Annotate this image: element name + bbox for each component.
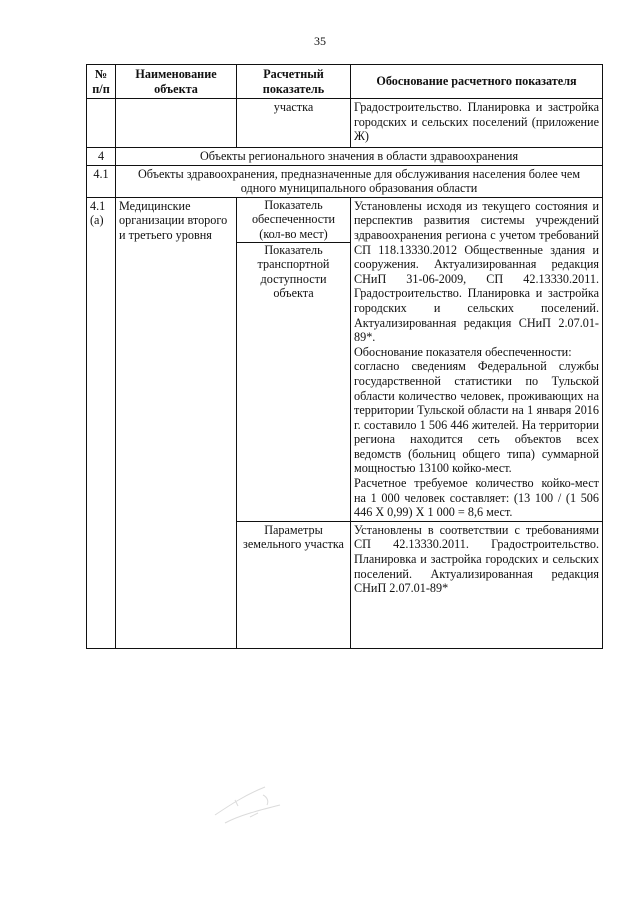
subsection-title: Объекты здравоохранения, предназначенные для обслуживания населения более чем одного муниципального образования области xyxy=(116,165,603,197)
basis-paragraph: Расчетное требуемое количество койко-мест на 1 000 человек составляет: (13 100 / (1 506 446 X 0,99) X 1 000 = 8,6 мест. xyxy=(354,476,599,520)
subsection-row xyxy=(87,165,603,197)
basis-paragraph: согласно сведениям Федеральной службы государственной статистики по Тульской области количество человек, проживающих на территории Тульской области на 1 января 2016 г. составило 1 506 446 жителей. На территории региона находится сеть объектов всех ведомств (больниц общего типа) суммарной мощностью 13100 койко-мест. xyxy=(354,359,599,476)
continued-num xyxy=(87,99,116,148)
item-indicators-cell xyxy=(237,197,351,521)
indicator-transport: Показатель транспортной доступности объекта xyxy=(237,242,350,301)
continued-basis: Градостроительство. Планировка и застройка городских и сельских поселений (приложение Ж) xyxy=(351,99,603,148)
continued-row xyxy=(87,99,603,148)
header-num: № п/п xyxy=(87,65,116,99)
header-indicator: Расчетный показатель xyxy=(237,65,351,99)
section-row xyxy=(87,148,603,166)
item-object-name: Медицинские организации второго и третьего уровня xyxy=(116,197,237,648)
land-basis: Установлены в соответствии с требованиями СП 42.13330.2011. Градостроительство. Планировка и застройка городских и сельских поселений. Актуализированная редакция СНиП 2.07.01-89* xyxy=(351,521,603,648)
item-basis-cell xyxy=(351,197,603,521)
section-num: 4 xyxy=(87,148,116,166)
continued-name xyxy=(116,99,237,148)
basis-paragraph: Установлены исходя из текущего состояния и перспектив развития системы учреждений здравоохранения региона с учетом требований СП 118.13330.2012 Общественные здания и сооружения. Актуализированная редакция СНиП 31-06-2009, СП 42.13330.2011. Градостроительство. Планировка и застройка городских и сельских поселений. Актуализированная редакция СНиП 2.07.01-89*. xyxy=(354,198,599,345)
header-basis: Обоснование расчетного показателя xyxy=(351,65,603,99)
table-header-row xyxy=(87,65,603,99)
regulations-table xyxy=(86,64,603,649)
continued-indicator: участка xyxy=(237,99,351,148)
item-num: 4.1 (а) xyxy=(87,197,116,648)
indicator-capacity: Показатель обеспеченности (кол-во мест) xyxy=(251,197,336,241)
land-indicator: Параметры земельного участка xyxy=(237,521,351,648)
subsection-num: 4.1 xyxy=(87,165,116,197)
item-row-main xyxy=(87,197,603,521)
page-number: 35 xyxy=(314,34,326,48)
section-title: Объекты регионального значения в области здравоохранения xyxy=(116,148,603,166)
basis-paragraph: Обоснование показателя обеспеченности: xyxy=(354,344,572,359)
header-object-name: Наименование объекта xyxy=(116,65,237,99)
faint-stamp-mark xyxy=(205,775,295,835)
